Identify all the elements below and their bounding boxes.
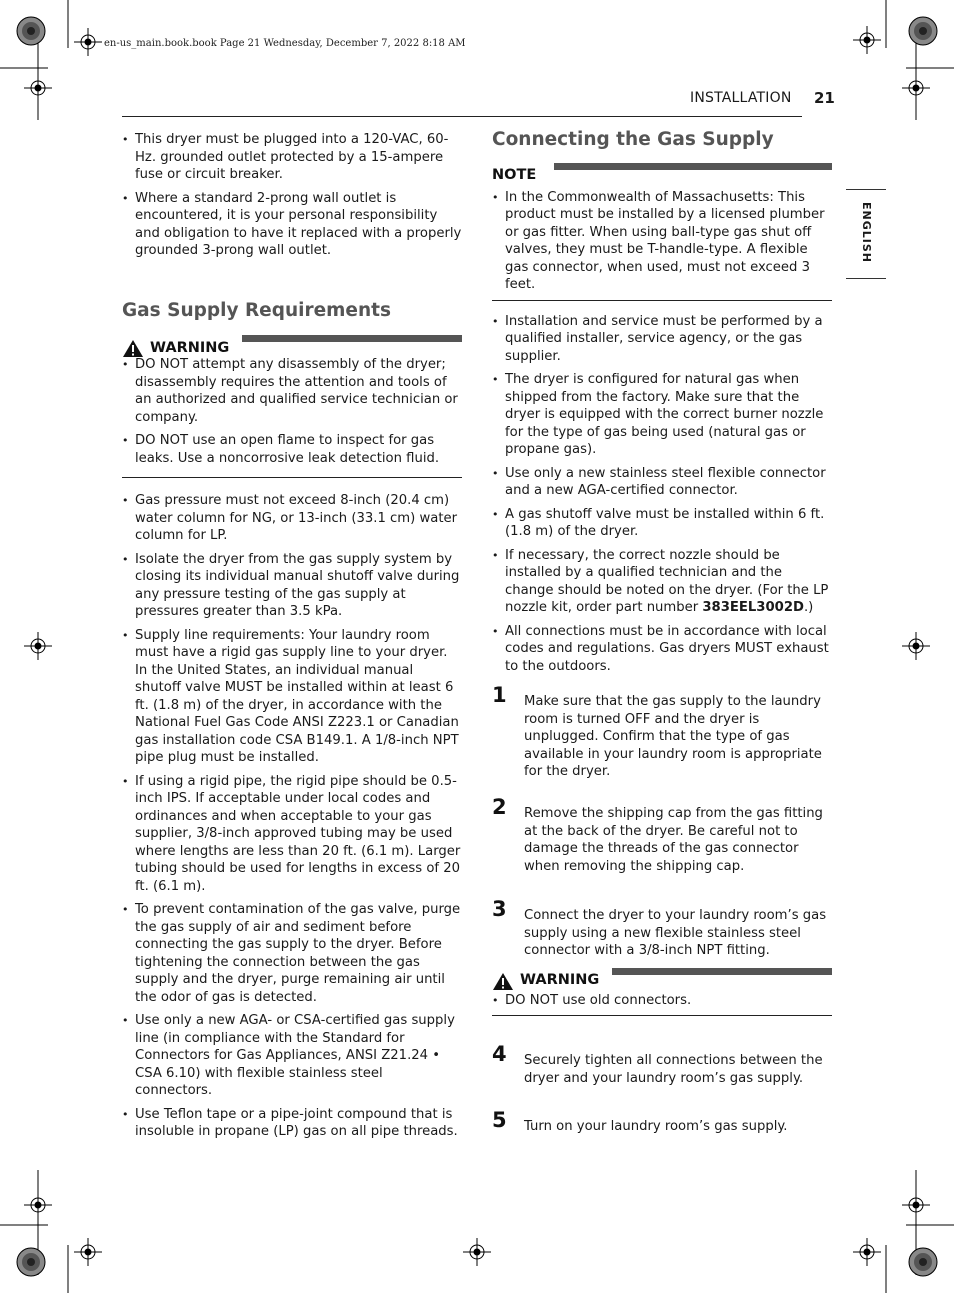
note-bar bbox=[554, 163, 832, 170]
requirement-bullet-list bbox=[122, 492, 462, 1141]
warning-bullet-list bbox=[122, 356, 462, 467]
nozzle-text-end: .) bbox=[803, 600, 814, 615]
step-text: Make sure that the gas supply to the laundry room is turned OFF and the dryer is unplugged. Confirm that the type of gas available in your laundry room is appropriate for the dryer. bbox=[524, 694, 822, 779]
list-item: • DO NOT attempt any disassembly of the dryer; disassembly requires the attention and tools of an authorized and qualified service technician or company. bbox=[122, 356, 462, 426]
page-number: 21 bbox=[814, 89, 835, 107]
list-item: • To prevent contamination of the gas valve, purge the gas supply of air and sediment before connecting the gas supply to the dryer. Before tightening the connection between the gas supply and the dryer, purge remaining air until the odor of gas is detected. bbox=[122, 901, 462, 1006]
note-bullet-list bbox=[492, 189, 832, 294]
list-item: • Use only a new AGA- or CSA-certified gas supply line (in compliance with the Standard for Connectors for Gas Appliances, ANSI Z21.24 • CSA 6.10) with flexible stainless steel connectors. bbox=[122, 1012, 462, 1100]
language-tab bbox=[846, 189, 886, 279]
registration-mark-icon bbox=[74, 1238, 102, 1266]
registration-mark-icon bbox=[24, 74, 52, 102]
registration-mark-icon bbox=[902, 74, 930, 102]
gas-supply-heading: Gas Supply Requirements bbox=[122, 299, 392, 321]
registration-mark-icon bbox=[902, 1191, 930, 1219]
warning-end-rule-2 bbox=[492, 1015, 832, 1016]
registration-mark-icon bbox=[24, 632, 52, 660]
color-wheel-icon bbox=[908, 16, 938, 46]
note-label: NOTE bbox=[492, 166, 537, 183]
section-title: INSTALLATION bbox=[690, 90, 792, 106]
registration-mark-icon bbox=[853, 1238, 881, 1266]
registration-mark-icon bbox=[902, 632, 930, 660]
registration-mark-icon bbox=[24, 1191, 52, 1219]
connect-bullet-list bbox=[492, 313, 832, 676]
warning-header-2 bbox=[492, 968, 832, 988]
step-text: Remove the shipping cap from the gas fitting at the back of the dryer. Be careful not to damage the threads of the gas connector when removing the shipping cap. bbox=[524, 806, 823, 874]
right-column bbox=[492, 131, 832, 1136]
list-item: • Isolate the dryer from the gas supply system by closing its individual manual shutoff valve during any pressure testing of the gas supply at pressures greater than 3.5 kPa. bbox=[122, 551, 462, 621]
list-item: • Where a standard 2-prong wall outlet is encountered, it is your personal responsibility and obligation to have it replaced with a properly grounded 3-prong wall outlet. bbox=[122, 190, 462, 260]
list-item bbox=[492, 547, 832, 617]
list-item: • Installation and service must be performed by a qualified installer, service agency, or the gas supplier. bbox=[492, 313, 832, 366]
list-item: • Use Teflon tape or a pipe-joint compound that is insoluble in propane (LP) gas on all pipe threads. bbox=[122, 1106, 462, 1141]
list-item: • Supply line requirements: Your laundry room must have a rigid gas supply line to your dryer. In the United States, an individual manual shutoff valve MUST be installed within at least 6 ft. (1.8 m) of the dryer, in accordance with the National Fuel Gas Code ANSI Z223.1 or Canadian gas installation code CSA B149.1. A 1/8-inch NPT pipe plug must be installed. bbox=[122, 627, 462, 767]
warning-label: WARNING bbox=[520, 972, 600, 989]
step-text: Turn on your laundry room’s gas supply. bbox=[524, 1119, 788, 1134]
registration-mark-icon bbox=[74, 28, 102, 56]
list-item: • This dryer must be plugged into a 120-VAC, 60-Hz. grounded outlet protected by a 15-ampere fuse or circuit breaker. bbox=[122, 131, 462, 184]
warning-bullet-list-2 bbox=[492, 992, 832, 1010]
color-wheel-icon bbox=[16, 1247, 46, 1277]
list-item: • Gas pressure must not exceed 8-inch (20.4 cm) water column for NG, or 13-inch (33.1 cm) water column for LP. bbox=[122, 492, 462, 545]
step-5 bbox=[492, 1108, 832, 1136]
step-number: 4 bbox=[492, 1042, 507, 1066]
list-item: • DO NOT use an open flame to inspect for gas leaks. Use a noncorrosive leak detection fluid. bbox=[122, 432, 462, 467]
registration-mark-icon bbox=[463, 1238, 491, 1266]
warning-label: WARNING bbox=[150, 339, 230, 356]
step-number: 1 bbox=[492, 683, 507, 707]
step-3 bbox=[492, 897, 832, 960]
file-info-line: en-us_main.book.book Page 21 Wednesday, December 7, 2022 8:18 AM bbox=[104, 38, 466, 49]
list-item: • Use only a new stainless steel flexible connector and a new AGA-certified connector. bbox=[492, 465, 832, 500]
list-item: • A gas shutoff valve must be installed within 6 ft. (1.8 m) of the dryer. bbox=[492, 506, 832, 541]
list-item: • All connections must be in accordance with local codes and regulations. Gas dryers MUST exhaust to the outdoors. bbox=[492, 623, 832, 676]
list-item: • DO NOT use old connectors. bbox=[492, 992, 832, 1010]
warning-bar bbox=[242, 335, 462, 342]
list-item: • If using a rigid pipe, the rigid pipe should be 0.5-inch IPS. If acceptable under local codes and ordinances and when acceptable to your gas supplier, 3/8-inch approved tubing may be used where lengths are less than 20 ft. (6.1 m). Larger tubing should be used for lengths in excess of 20 ft. (6.1 m). bbox=[122, 773, 462, 896]
intro-bullet-list bbox=[122, 131, 462, 260]
step-number: 2 bbox=[492, 795, 507, 819]
color-wheel-icon bbox=[16, 16, 46, 46]
step-4 bbox=[492, 1042, 832, 1096]
list-item: • The dryer is configured for natural gas when shipped from the factory. Make sure that the dryer is equipped with the correct burner nozzle for the type of gas being used (natural gas or propane gas). bbox=[492, 371, 832, 459]
warning-end-rule bbox=[122, 477, 462, 478]
connecting-gas-heading: Connecting the Gas Supply bbox=[492, 129, 774, 150]
step-text: Securely tighten all connections between the dryer and your laundry room’s gas supply. bbox=[524, 1053, 823, 1086]
warning-triangle-icon bbox=[492, 972, 514, 991]
step-number: 5 bbox=[492, 1108, 507, 1132]
left-column bbox=[122, 131, 462, 1147]
warning-bar bbox=[612, 968, 832, 975]
registration-mark-icon bbox=[853, 26, 881, 54]
header-rule bbox=[122, 116, 802, 117]
list-item: • In the Commonwealth of Massachusetts: This product must be installed by a licensed plumber or gas fitter. When using ball-type gas shut off valves, they must be T-handle-type. A flexible gas connector, when used, must not exceed 3 feet. bbox=[492, 189, 832, 294]
nozzle-part-number: 383EEL3002D bbox=[702, 600, 804, 615]
step-text: Connect the dryer to your laundry room’s gas supply using a new flexible stainless steel connector with a 3/8-inch NPT fitting. bbox=[524, 908, 827, 958]
note-end-rule bbox=[492, 300, 832, 301]
step-1 bbox=[492, 683, 832, 793]
language-tab-label: ENGLISH bbox=[860, 202, 873, 263]
note-header bbox=[492, 163, 832, 183]
nozzle-text: If necessary, the correct nozzle should be installed by a qualified technician and the change should be noted on the dryer. (For the LP nozzle kit, order part number bbox=[505, 547, 829, 615]
step-number: 3 bbox=[492, 897, 507, 921]
step-2 bbox=[492, 795, 832, 891]
warning-header bbox=[122, 335, 462, 355]
color-wheel-icon bbox=[908, 1247, 938, 1277]
